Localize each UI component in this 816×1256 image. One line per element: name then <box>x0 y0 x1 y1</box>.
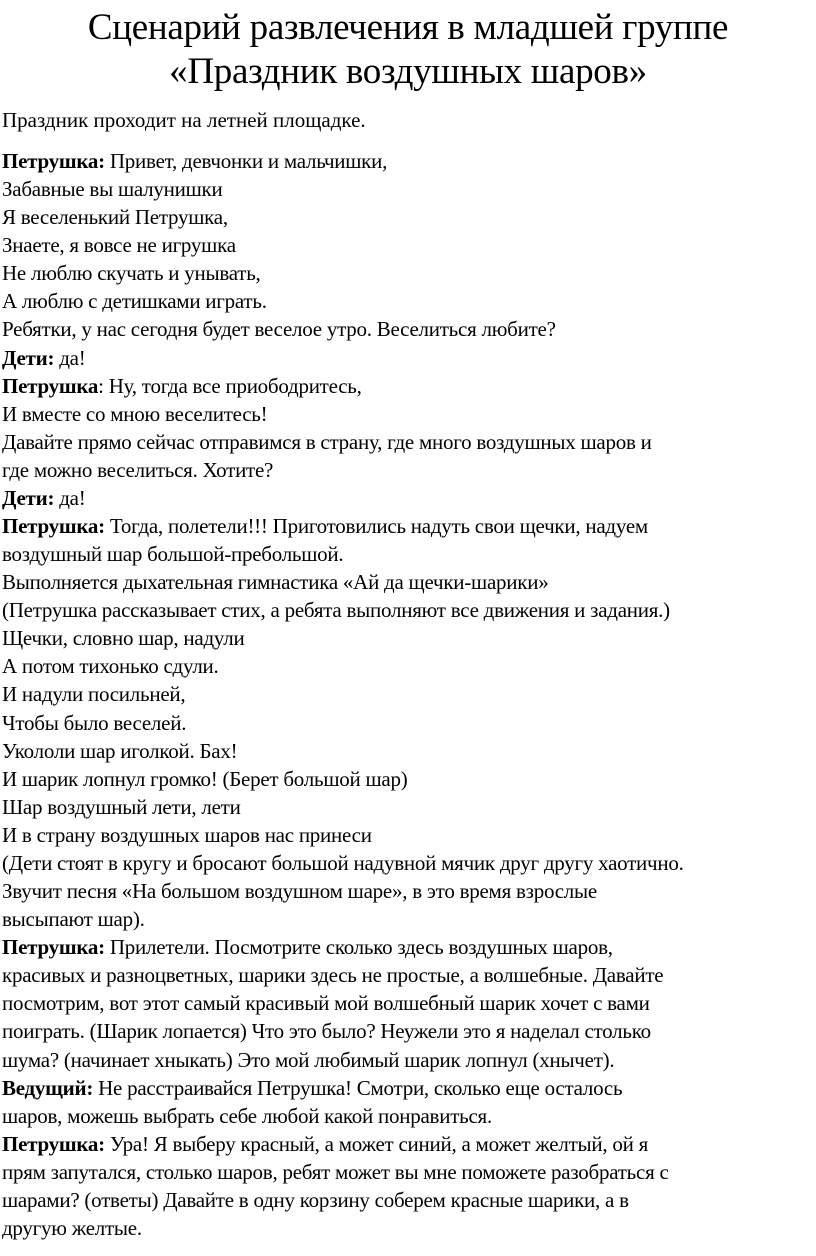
script-line <box>2 147 684 175</box>
speaker-label: Петрушка <box>2 373 99 398</box>
line-text: Шар воздушный лети, лети <box>2 794 241 819</box>
line-text: И в страну воздушных шаров нас принеси <box>2 822 372 847</box>
speaker-label: Петрушка: <box>2 149 105 173</box>
title-line-1: Сценарий развлечения в младшей группе <box>87 7 729 48</box>
line-text: красивых и разноцветных, шарики здесь не простые, а волшебные. Давайте <box>2 963 664 988</box>
script-line <box>2 512 684 540</box>
line-text: высыпают шар). <box>2 907 145 932</box>
script-line <box>2 456 684 484</box>
speaker-label: Ведущий: <box>2 1075 94 1100</box>
script-line <box>2 877 684 905</box>
line-text: : Ну, тогда все приободритесь, <box>98 373 362 398</box>
line-text: Я веселенький Петрушка, <box>2 205 228 230</box>
speaker-label: Петрушка: <box>2 1131 105 1156</box>
script-line <box>2 1158 684 1186</box>
line-text: А потом тихонько сдули. <box>2 654 219 679</box>
script-line <box>2 1214 684 1242</box>
script-line <box>2 905 684 933</box>
line-text: посмотрим, вот этот самый красивый мой волшебный шарик хочет с вами <box>2 991 650 1016</box>
script-body <box>2 147 684 1242</box>
line-text: Звучит песня «На большом воздушном шаре», в это время взрослые <box>2 879 597 904</box>
script-line <box>2 175 684 203</box>
speaker-label: Петрушка: <box>2 935 105 960</box>
script-line <box>2 1186 684 1214</box>
script-line <box>2 1074 684 1102</box>
line-text: (Петрушка рассказывает стих, а ребята выполняют все движения и задания.) <box>2 598 670 623</box>
script-line <box>2 765 684 793</box>
line-text: воздушный шар большой-пребольшой. <box>2 542 344 567</box>
script-line <box>2 989 684 1017</box>
script-line <box>2 484 684 512</box>
speaker-label: Петрушка: <box>2 514 105 539</box>
line-text: Не расстраивайся Петрушка! Смотри, сколько еще осталось <box>93 1075 623 1100</box>
script-line <box>2 287 684 315</box>
line-text: Ура! Я выберу красный, а может синий, а может желтый, ой я <box>104 1131 649 1156</box>
script-line <box>2 259 684 287</box>
line-text: И надули посильней, <box>2 682 186 707</box>
script-line <box>2 821 684 849</box>
script-line <box>2 315 684 343</box>
script-line <box>2 849 684 877</box>
line-text: Прилетели. Посмотрите сколько здесь воздушных шаров, <box>104 935 613 960</box>
script-line <box>2 793 684 821</box>
line-text: да! <box>54 345 86 370</box>
script-line <box>2 344 684 372</box>
script-line <box>2 1102 684 1130</box>
script-line <box>2 428 684 456</box>
title-line-2: «Праздник воздушных шаров» <box>169 51 647 92</box>
script-line <box>2 1017 684 1045</box>
line-text: где можно веселиться. Хотите? <box>2 457 274 482</box>
line-text: А люблю с детишками играть. <box>2 289 267 314</box>
line-text: Выполняется дыхательная гимнастика «Ай да щечки-шарики» <box>2 570 549 595</box>
script-line <box>2 933 684 961</box>
script-line <box>2 680 684 708</box>
line-text: шума? (начинает хныкать) Это мой любимый шарик лопнул (хнычет). <box>2 1047 615 1072</box>
line-text: (Дети стоят в кругу и бросают большой надувной мячик друг другу хаотично. <box>2 850 684 875</box>
line-text: да! <box>54 485 86 510</box>
script-line <box>2 372 684 400</box>
script-line <box>2 652 684 680</box>
speaker-label: Дети: <box>2 485 55 510</box>
script-line <box>2 1130 684 1158</box>
line-text: Привет, девчонки и мальчишки, <box>104 149 388 173</box>
line-text: Не люблю скучать и унывать, <box>2 261 261 286</box>
line-text: Забавные вы шалунишки <box>2 177 223 202</box>
line-text: поиграть. (Шарик лопается) Что это было? Неужели это я наделал столько <box>2 1019 651 1044</box>
line-text: Знаете, я вовсе не игрушка <box>2 233 236 258</box>
script-line <box>2 203 684 231</box>
line-text: Ребятки, у нас сегодня будет веселое утро. Веселиться любите? <box>2 317 556 342</box>
script-line <box>2 540 684 568</box>
line-text: шарами? (ответы) Давайте в одну корзину соберем красные шарики, а в <box>2 1187 629 1212</box>
script-line <box>2 709 684 737</box>
script-line <box>2 1046 684 1074</box>
script-line <box>2 961 684 989</box>
line-text: Тогда, полетели!!! Приготовились надуть свои щечки, надуем <box>104 514 648 539</box>
line-text: Укололи шар иголкой. Бах! <box>2 738 238 763</box>
document-title <box>0 6 816 94</box>
script-line <box>2 596 684 624</box>
line-text: Щечки, словно шар, надули <box>2 626 245 651</box>
script-line <box>2 624 684 652</box>
line-text: Чтобы было веселей. <box>2 710 187 735</box>
script-line <box>2 568 684 596</box>
line-text: И шарик лопнул громко! (Берет большой шар) <box>2 766 408 791</box>
speaker-label: Дети: <box>2 345 55 370</box>
script-line <box>2 737 684 765</box>
line-text: другую желтые. <box>2 1215 142 1240</box>
line-text: И вместе со мною веселитесь! <box>2 401 268 426</box>
intro-text: Праздник проходит на летней площадке. <box>2 108 366 132</box>
script-line <box>2 231 684 259</box>
script-line <box>2 400 684 428</box>
line-text: прям запутался, столько шаров, ребят может вы мне поможете разобраться с <box>2 1159 669 1184</box>
line-text: Давайте прямо сейчас отправимся в страну, где много воздушных шаров и <box>2 429 652 454</box>
line-text: шаров, можешь выбрать себе любой какой понравиться. <box>2 1103 492 1128</box>
